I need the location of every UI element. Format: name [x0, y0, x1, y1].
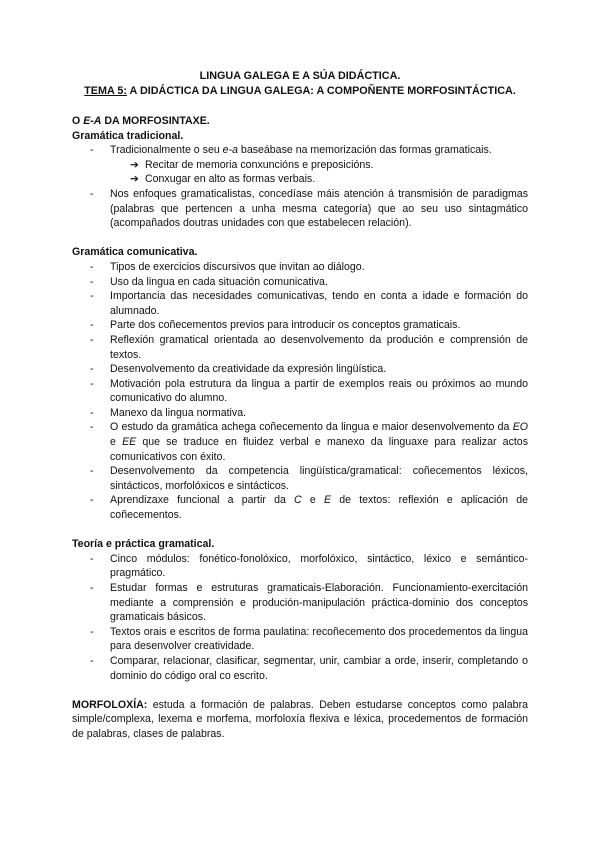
list-item: - Desenvolvemento da competencia lingüística/gramatical: coñecementos léxicos, sintácticos, morfolóxicos e sintácticos.	[72, 464, 528, 493]
document-title: LINGUA GALEGA E A SÚA DIDÁCTICA.	[199, 70, 401, 82]
sub-list-item	[72, 172, 528, 187]
list-item: - Manexo da lingua normativa.	[72, 406, 528, 421]
item-italic: EO	[512, 421, 528, 434]
comunicativa-list	[72, 260, 528, 523]
list-item: - Parte dos coñecementos previos para introducir os conceptos gramaticais.	[72, 318, 528, 333]
teoria-list	[72, 552, 528, 683]
subtitle-text: A DIDÁCTICA DA LINGUA GALEGA: A COMPOÑENTE MORFOSINTÁCTICA.	[126, 85, 516, 97]
item-text: O estudo da gramática achega coñecemento da lingua e maior desenvolvemento da	[110, 421, 513, 434]
document-subtitle	[0, 84, 600, 99]
item-italic: EE	[122, 436, 137, 449]
list-item: - Desenvolvemento da creatividade da expresión lingüística.	[72, 362, 528, 377]
subtitle-label: TEMA 5:	[84, 85, 127, 97]
list-item: - Estudar formas e estruturas gramaticais-Elaboración. Funcionamiento-exercitación mediante a comprensión e produción-manipulación práctica-dominio dos conceptos gramaticais básicos.	[72, 581, 528, 625]
item-text: de textos: reflexión e aplicación de coñecementos.	[110, 494, 529, 522]
item-text: e	[110, 436, 123, 449]
list-item: - Comparar, relacionar, clasificar, segmentar, unir, cambiar a orde, inserir, completando o dominio do código oral co escrito.	[72, 654, 528, 683]
comunicativa-heading: Gramática comunicativa.	[72, 246, 198, 259]
list-item: - Nos enfoques gramaticalistas, concedíase máis atención á transmisión de paradigmas (palabras que pertencen a unha mesma categoría) que ao seu uso sintagmático (acompañados doutras unidades con que estabelecen relación).	[72, 187, 528, 231]
section-heading	[72, 114, 528, 129]
list-item	[72, 143, 528, 158]
item-text: que se traduce en fluidez verbal e manexo da linguaxe para realizar actos comunicativos con éxito.	[110, 436, 528, 463]
list-item	[72, 420, 528, 464]
item-text: e	[301, 494, 324, 507]
list-item: - Importancia das necesidades comunicativas, tendo en conta a idade e formación do alumnado.	[72, 289, 528, 318]
sub-item-text: Recitar de memoria conxuncións e preposicións.	[145, 158, 374, 171]
list-item: - Uso da lingua en cada situación comunicativa.	[72, 275, 528, 290]
list-item	[72, 493, 528, 522]
tradicional-heading: Gramática tradicional.	[72, 129, 184, 142]
item-text: Aprendizaxe funcional a partir da	[110, 494, 295, 507]
list-item: - Motivación pola estrutura da lingua a partir de exemplos reais ou próximos ao mundo comunicativo do alumno.	[72, 377, 528, 406]
sub-list-item	[72, 158, 528, 173]
morfoloxia-text: estuda a formación de palabras. Deben estudarse conceptos como palabra simple/complexa, lexema e morfema, morfoloxía flexiva e léxica, procedementos de formación de palabras, clases de palabras.	[72, 698, 528, 740]
tradicional-list-2	[72, 187, 528, 231]
arrow-icon: ➔	[130, 173, 139, 186]
document-body	[72, 114, 528, 742]
item-text: baseábase na memorización das formas gramaticais.	[237, 144, 492, 157]
list-item: - Tipos de exercicios discursivos que invitan ao diálogo.	[72, 260, 528, 275]
sub-item-text: Conxugar en alto as formas verbais.	[145, 173, 316, 186]
list-item: - Textos orais e escritos de forma paulatina: recoñecemento dos procedementos da lingua para desenvolver creatividade.	[72, 625, 528, 654]
arrow-icon: ➔	[130, 158, 139, 171]
morfoloxia-label: MORFOLOXÍA:	[72, 698, 148, 711]
section-heading-pre: O	[72, 115, 84, 127]
list-item: - Cinco módulos: fonético-fonolóxico, morfolóxico, sintáctico, léxico e semántico-pragmático.	[72, 552, 528, 581]
item-italic: e-a	[222, 144, 238, 157]
section-heading-italic: E-A	[83, 115, 102, 127]
section-heading-post: DA MORFOSINTAXE.	[101, 115, 210, 127]
morfoloxia-paragraph	[72, 698, 528, 742]
tradicional-sublist	[72, 158, 528, 187]
tradicional-list	[72, 143, 528, 158]
item-text: Tradicionalmente o seu	[110, 144, 223, 157]
list-item: - Reflexión gramatical orientada ao desenvolvemento da produción e comprensión de textos.	[72, 333, 528, 362]
item-italic: C	[294, 494, 302, 507]
item-italic: E	[323, 494, 332, 507]
teoria-heading: Teoría e práctica gramatical.	[72, 538, 215, 551]
